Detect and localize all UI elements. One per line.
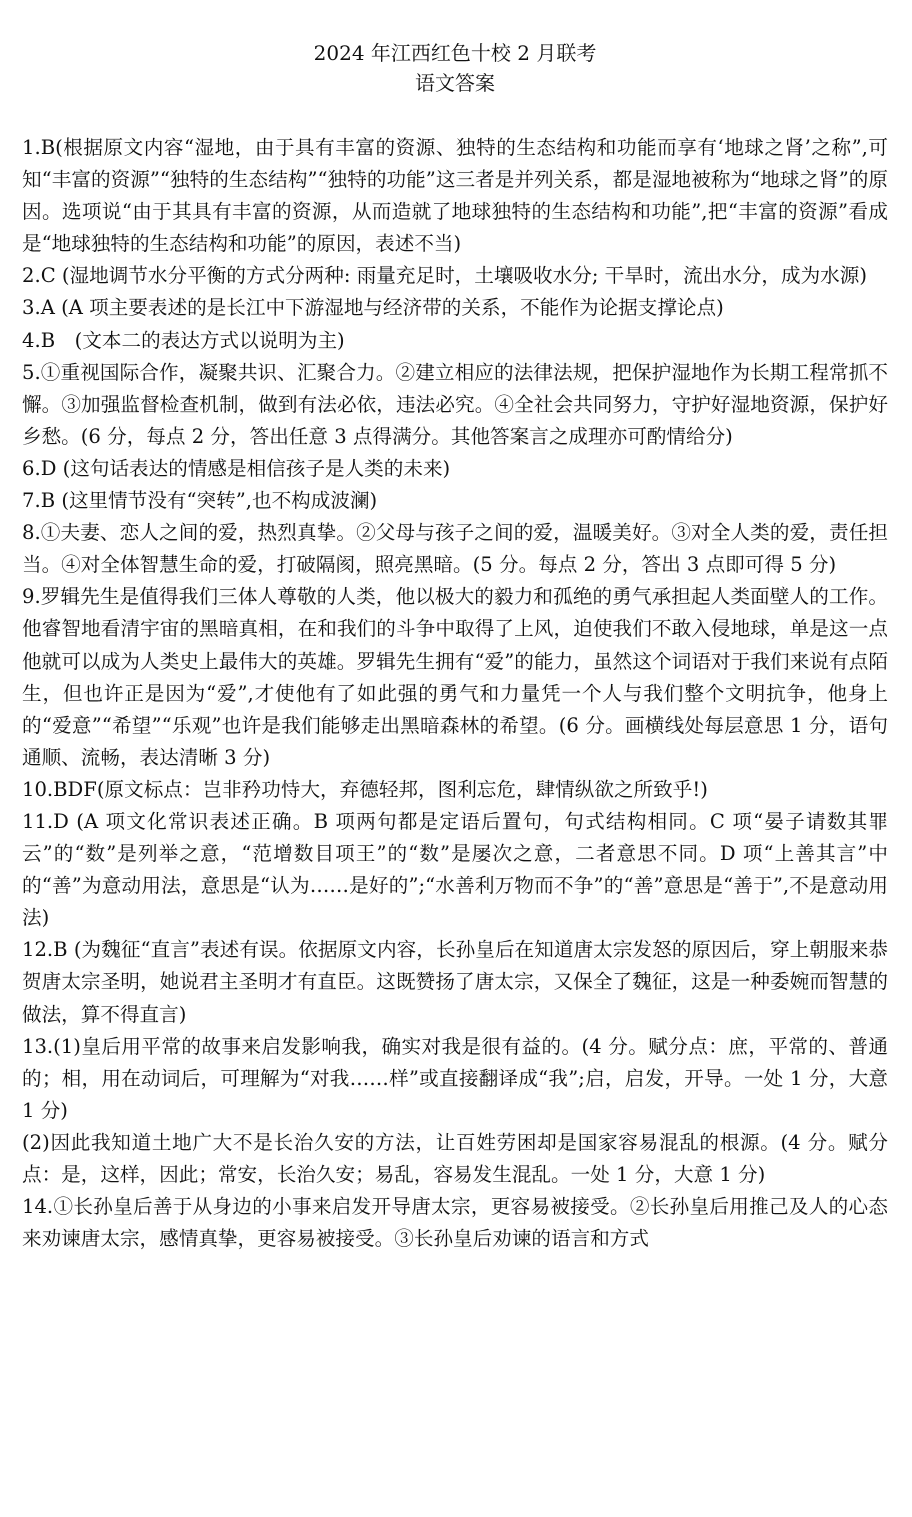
answer-1: 1.B(根据原文内容“湿地，由于具有丰富的资源、独特的生态结构和功能而享有‘地球之肾’之称”,可知“丰富的资源”“独特的生态结构”“独特的功能”这三者是并列关系，都是湿地被称为“地球之肾”的原因。选项说“由于其具有丰富的资源，从而造就了地球独特的生态结构和功能”,把“丰富的资源”看成是“地球独特的生态结构和功能”的原因，表述不当) bbox=[22, 136, 888, 256]
answer-2: 2.C (湿地调节水分平衡的方式分两种: 雨量充足时，土壤吸收水分; 干旱时，流出水分，成为水源) bbox=[22, 264, 868, 288]
answer-6: 6.D (这句话表达的情感是相信孩子是人类的未来) bbox=[22, 456, 451, 480]
answer-12: 12.B (为魏征“直言”表述有误。依据原文内容，长孙皇后在知道唐太宗发怒的原因后，穿上朝服来恭贺唐太宗圣明，她说君主圣明才有直臣。这既赞扬了唐太宗，又保全了魏征，这是一种委婉而智慧的做法，算不得直言) bbox=[22, 938, 888, 1026]
answer-14: 14.①长孙皇后善于从身边的小事来启发开导唐太宗，更容易被接受。②长孙皇后用推己及人的心态来劝谏唐太宗，感情真挚，更容易被接受。③长孙皇后劝谏的语言和方式 bbox=[22, 1195, 888, 1251]
answer-5: 5.①重视国际合作，凝聚共识、汇聚合力。②建立相应的法律法规，把保护湿地作为长期工程常抓不懈。③加强监督检查机制，做到有法必依，违法必究。④全社会共同努力，守护好湿地资源，保护好乡愁。(6 分，每点 2 分，答出任意 3 点得满分。其他答案言之成理亦可酌情给分) bbox=[22, 360, 888, 448]
answer-8: 8.①夫妻、恋人之间的爱，热烈真挚。②父母与孩子之间的爱，温暖美好。③对全人类的爱，责任担当。④对全体智慧生命的爱，打破隔阂，照亮黑暗。(5 分。每点 2 分，答出 3 点即可得 5 分) bbox=[22, 521, 888, 577]
page-title: 2024 年江西红色十校 2 月联考 bbox=[313, 41, 597, 65]
answer-9: 9.罗辑先生是值得我们三体人尊敬的人类，他以极大的毅力和孤绝的勇气承担起人类面壁人的工作。他睿智地看清宇宙的黑暗真相，在和我们的斗争中取得了上风，迫使我们不敢入侵地球，单是这一点他就可以成为人类史上最伟大的英雄。罗辑先生拥有“爱”的能力，虽然这个词语对于我们来说有点陌生，但也许正是因为“爱”,才使他有了如此强的勇气和力量凭一个人与我们整个文明抗争，他身上的“爱意”“希望”“乐观”也许是我们能够走出黑暗森林的希望。(6 分。画横线处每层意思 1 分，语句通顺、流畅，表达清晰 3 分) bbox=[22, 585, 888, 769]
answer-4: 4.B (文本二的表达方式以说明为主) bbox=[22, 328, 345, 352]
answer-10: 10.BDF(原文标点：岂非矜功恃大，弃德轻邦，图利忘危，肆情纵欲之所致乎!) bbox=[22, 777, 708, 801]
answer-13-part-1: 13.(1)皇后用平常的故事来启发影响我，确实对我是很有益的。(4 分。赋分点：庶，平常的、普通的；相，用在动词后，可理解为“对我……样”或直接翻译成“我”;启，启发，开导。一处 1 分，大意 1 分) bbox=[22, 1034, 888, 1122]
answer-11: 11.D (A 项文化常识表述正确。B 项两句都是定语后置句，句式结构相同。C 项“晏子请数其罪云”的“数”是列举之意，“范增数目项王”的“数”是屡次之意，二者意思不同。D 项“上善其言”中的“善”为意动用法，意思是“认为……是好的”;“水善利万物而不争”的“善”意思是“善于”,不是意动用法) bbox=[22, 809, 888, 930]
answer-7: 7.B (这里情节没有“突转”,也不构成波澜) bbox=[22, 489, 378, 513]
answer-list bbox=[22, 132, 888, 1255]
page-subtitle: 语文答案 bbox=[415, 71, 495, 95]
answer-13-part-2: (2)因此我知道土地广大不是长治久安的方法，让百姓劳困却是国家容易混乱的根源。(4 分。赋分点：是，这样，因此；常安，长治久安；易乱，容易发生混乱。一处 1 分，大意 1 分) bbox=[22, 1130, 888, 1186]
answer-3: 3.A (A 项主要表述的是长江中下游湿地与经济带的关系，不能作为论据支撑论点) bbox=[22, 296, 724, 320]
